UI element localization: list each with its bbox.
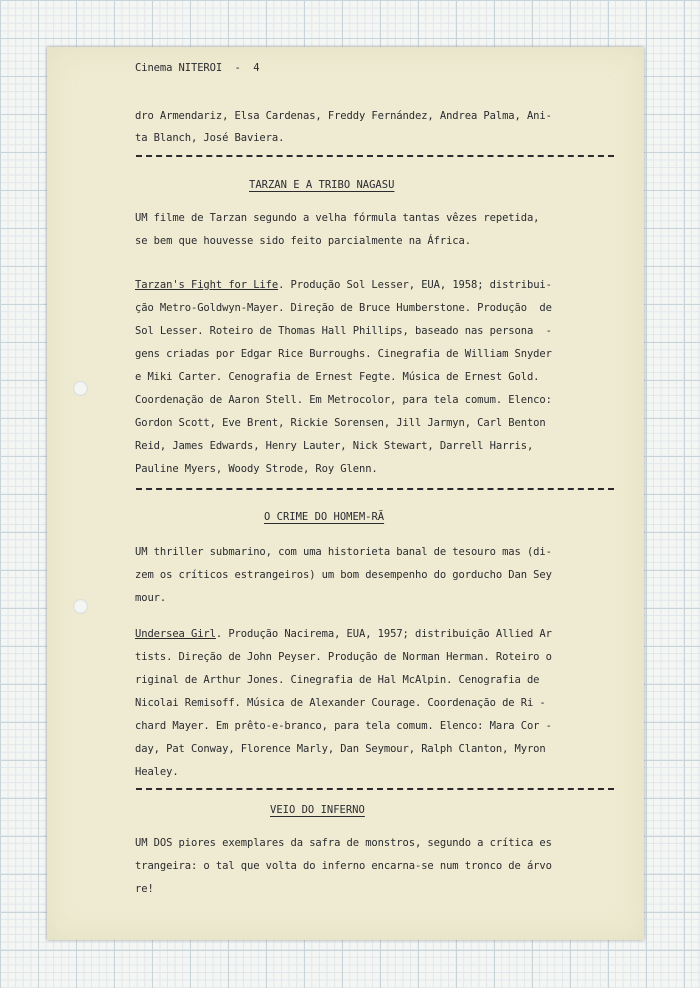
- summary-line: UM thriller submarino, com uma historieta banal de tesouro mas (di-: [135, 546, 552, 558]
- credits-line: Reid, James Edwards, Henry Lauter, Nick Stewart, Darrell Harris,: [135, 440, 534, 452]
- section-title: VEIO DO INFERNO: [270, 804, 365, 816]
- credits-text: . Produção Nacirema, EUA, 1957; distribuição Allied Ar: [215, 628, 552, 640]
- dashed-divider: [136, 155, 614, 157]
- credits-line: Coordenação de Aaron Stell. Em Metrocolor, para tela comum. Elenco:: [135, 394, 552, 406]
- intro-line: dro Armendariz, Elsa Cardenas, Freddy Fernández, Andrea Palma, Ani-: [135, 110, 552, 122]
- section-title: O CRIME DO HOMEM-RÃ: [264, 511, 385, 523]
- credits-line: Sol Lesser. Roteiro de Thomas Hall Phillips, baseado nas persona -: [135, 325, 552, 337]
- credits-line: chard Mayer. Em prêto-e-branco, para tela comum. Elenco: Mara Cor -: [135, 720, 552, 732]
- summary-line: zem os críticos estrangeiros) um bom desempenho do gorducho Dan Sey: [135, 569, 552, 581]
- credits-line: Healey.: [135, 766, 179, 778]
- credits-line: gens criadas por Edgar Rice Burroughs. Cinegrafia de William Snyder: [135, 348, 552, 360]
- summary-line: trangeira: o tal que volta do inferno encarna-se num tronco de árvo: [135, 860, 552, 872]
- summary-line: UM DOS piores exemplares da safra de monstros, segundo a crítica es: [135, 837, 552, 849]
- credits-line: tists. Direção de John Peyser. Produção de Norman Herman. Roteiro o: [135, 651, 552, 663]
- dashed-divider: [136, 488, 614, 490]
- typewritten-page: [47, 47, 644, 940]
- original-title: Undersea Girl: [135, 628, 216, 640]
- intro-line: ta Blanch, José Baviera.: [135, 132, 285, 144]
- credits-line: ção Metro-Goldwyn-Mayer. Direção de Bruce Humberstone. Produção de: [135, 302, 552, 314]
- credits-line: e Miki Carter. Cenografia de Ernest Fegte. Música de Ernest Gold.: [135, 371, 540, 383]
- summary-line: UM filme de Tarzan segundo a velha fórmula tantas vêzes repetida,: [135, 212, 540, 224]
- credits-line: [135, 274, 552, 296]
- credits-line: riginal de Arthur Jones. Cinegrafia de Hal McAlpin. Cenografia de: [135, 674, 540, 686]
- credits-line: [135, 623, 552, 645]
- summary-line: re!: [135, 883, 154, 895]
- section-title: TARZAN E A TRIBO NAGASU: [249, 179, 395, 191]
- original-title: Tarzan's Fight for Life: [135, 279, 279, 291]
- dashed-divider: [136, 788, 614, 790]
- summary-line: se bem que houvesse sido feito parcialmente na África.: [135, 235, 471, 247]
- credits-line: Nicolai Remisoff. Música de Alexander Courage. Coordenação de Ri -: [135, 697, 546, 709]
- summary-line: mour.: [135, 592, 167, 604]
- credits-line: Gordon Scott, Eve Brent, Rickie Sorensen, Jill Jarmyn, Carl Benton: [135, 417, 546, 429]
- punch-hole-bottom: [73, 599, 88, 614]
- credits-line: Pauline Myers, Woody Strode, Roy Glenn.: [135, 463, 378, 475]
- credits-text: . Produção Sol Lesser, EUA, 1958; distribui-: [278, 279, 552, 291]
- punch-hole-top: [73, 381, 88, 396]
- credits-line: day, Pat Conway, Florence Marly, Dan Seymour, Ralph Clanton, Myron: [135, 743, 546, 755]
- page-header: Cinema NITEROI - 4: [135, 62, 260, 74]
